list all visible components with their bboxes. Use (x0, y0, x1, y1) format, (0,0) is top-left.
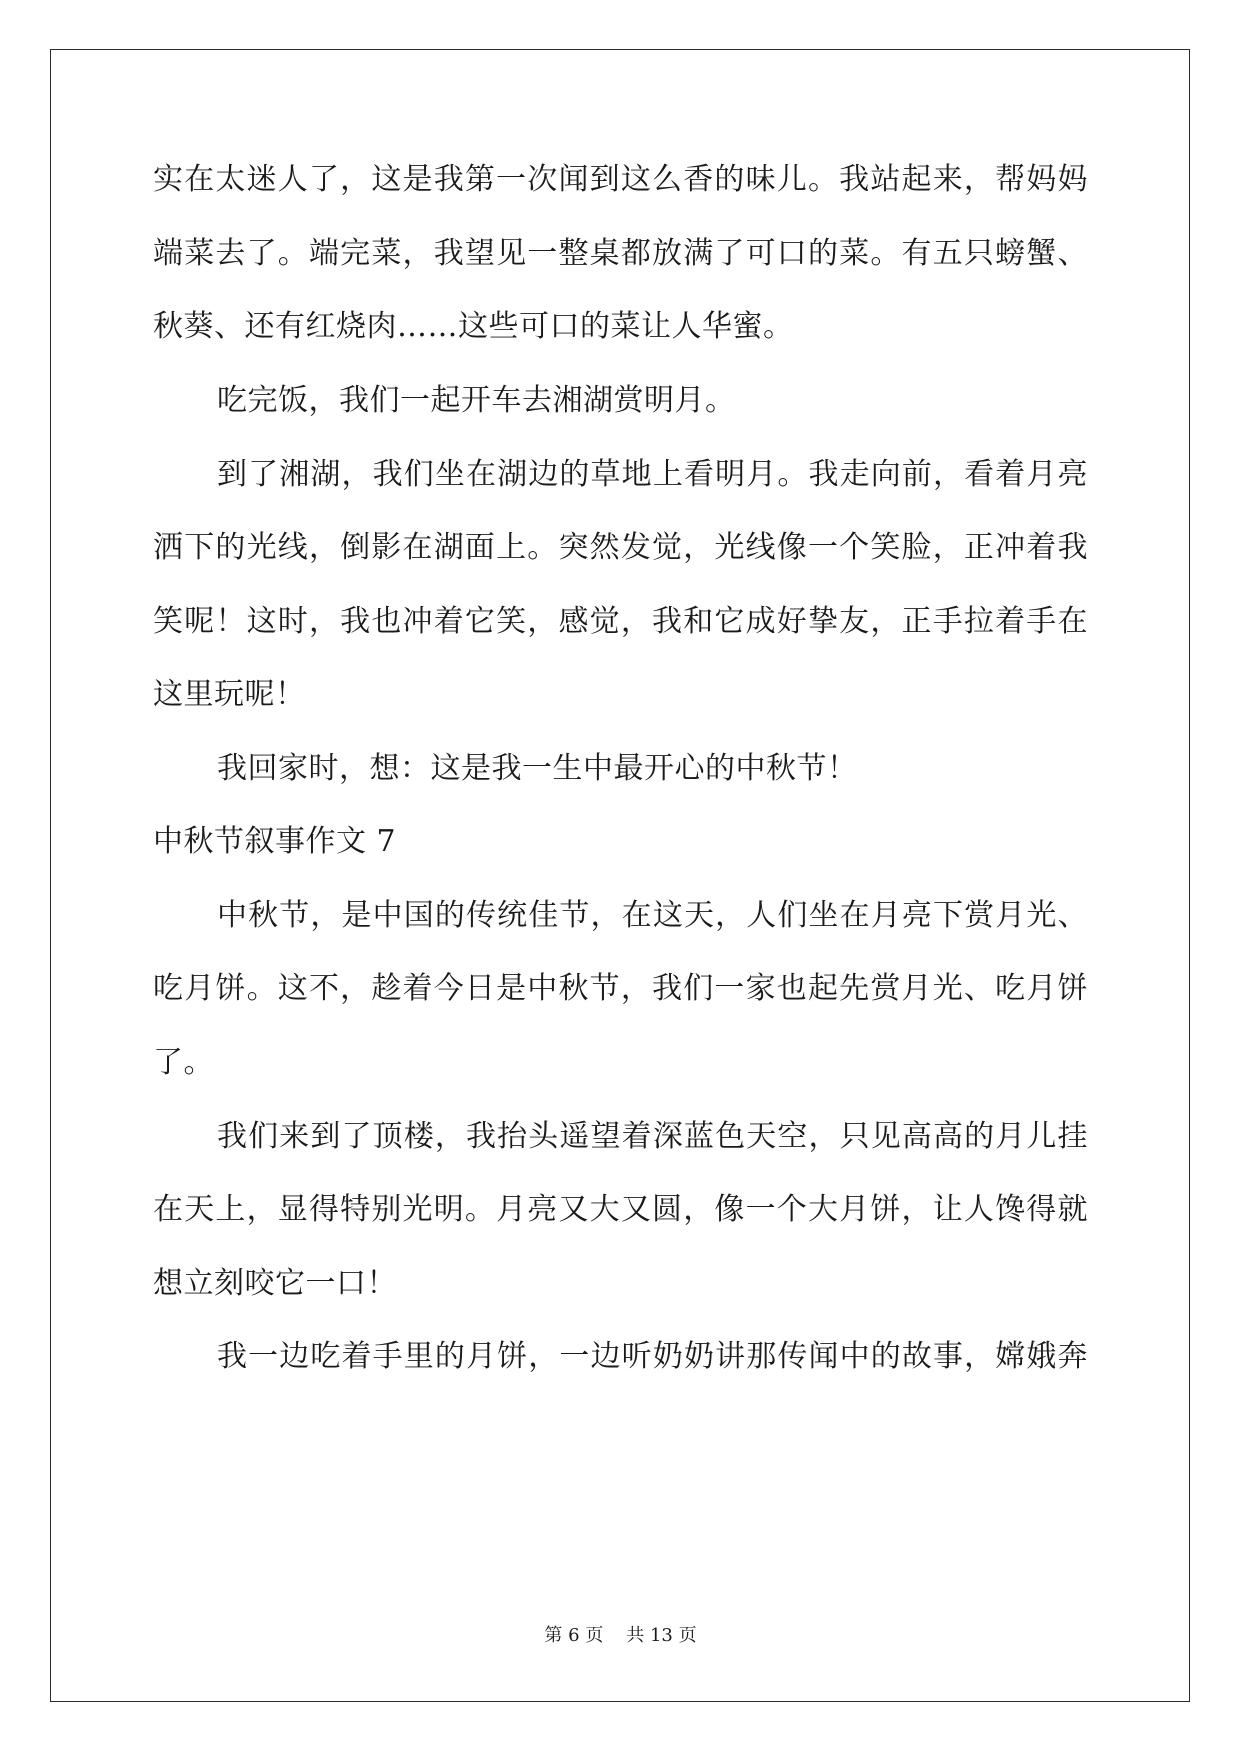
paragraph-start: 我们来到了顶楼，我抬头遥望着深蓝色天空，只见高高的月儿挂 (217, 1119, 1088, 1154)
paragraph-start: 中秋节，是中国的传统佳节，在这天，人们坐在月亮下赏月光、 (217, 898, 1088, 933)
text-line: 笑呢！这时，我也冲着它笑，感觉，我和它成好挚友，正手拉着手在 (153, 604, 1088, 639)
text-line: 吃月饼。这不，趁着今日是中秋节，我们一家也起先赏月光、吃月饼 (153, 971, 1088, 1006)
text-line: 端菜去了。端完菜，我望见一整桌都放满了可口的菜。有五只螃蟹、 (153, 236, 1088, 271)
section-heading: 中秋节叙事作文 7 (153, 824, 397, 859)
page-border (50, 49, 1190, 1702)
text-line: 实在太迷人了，这是我第一次闻到这么香的味儿。我站起来，帮妈妈 (153, 162, 1088, 197)
text-line: 洒下的光线，倒影在湖面上。突然发觉，光线像一个笑脸，正冲着我 (153, 530, 1088, 565)
paragraph-start: 到了湘湖，我们坐在湖边的草地上看明月。我走向前，看着月亮 (217, 457, 1088, 492)
text-line: 在天上，显得特别光明。月亮又大又圆，像一个大月饼，让人馋得就 (153, 1192, 1088, 1227)
text-line: 秋葵、还有红烧肉……这些可口的菜让人华蜜。 (153, 309, 794, 344)
text-line: 这里玩呢！ (153, 677, 306, 712)
page-total: 共 13 页 (626, 1625, 697, 1646)
paragraph-start: 吃完饭，我们一起开车去湘湖赏明月。 (217, 383, 736, 418)
page-number: 第 6 页 (544, 1625, 604, 1646)
text-line: 想立刻咬它一口！ (153, 1266, 397, 1301)
paragraph-start: 我一边吃着手里的月饼，一边听奶奶讲那传闻中的故事，嫦娥奔 (217, 1339, 1088, 1374)
page-footer (0, 1624, 1241, 1648)
paragraph-start: 我回家时，想：这是我一生中最开心的中秋节！ (217, 751, 858, 786)
text-line: 了。 (153, 1045, 214, 1080)
